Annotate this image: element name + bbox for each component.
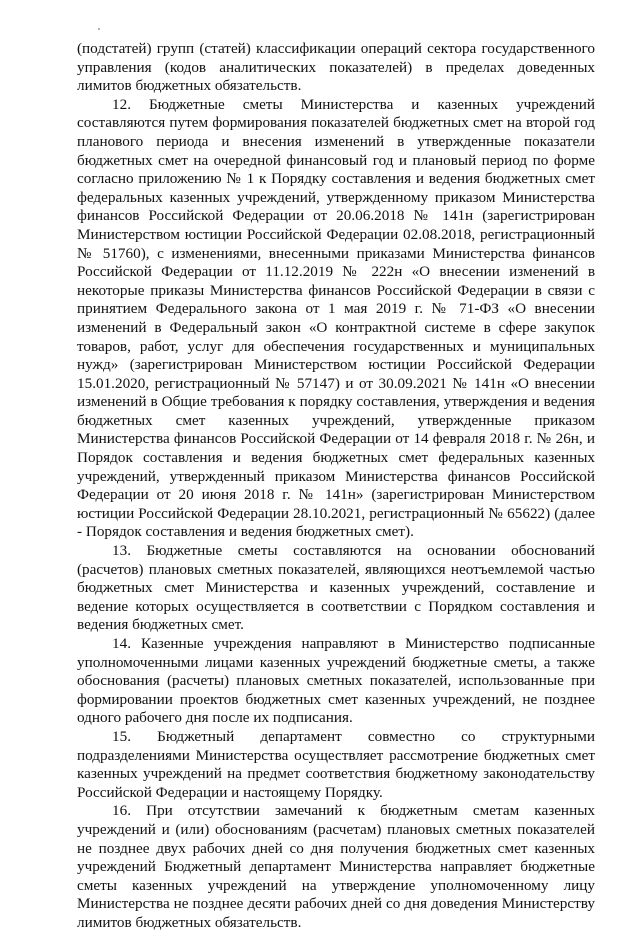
paragraph-15: 15. Бюджетный департамент совместно со структурными подразделениями Министерства осуществляет рассмотрение бюджетных смет казенных учреждений на предмет соответствия бюджетному законодательству Российской Федерации и настоящему Порядку. [77,727,595,801]
scan-speck [98,28,100,30]
paragraph-13: 13. Бюджетные сметы составляются на основании обоснований (расчетов) плановых сметных показателей, являющихся неотъемлемой частью бюджетных смет Министерства и казенных учреждений, составление и ведение которых осуществляется в соответствии с Порядком составления и ведения бюджетных смет. [77,542,595,634]
paragraph-16: 16. При отсутствии замечаний к бюджетным сметам казенных учреждений и (или) обоснованиям (расчетам) плановых сметных показателей не позднее двух рабочих дней со дня получения бюджетных смет казенных учреждений Бюджетный департамент Министерства направляет бюджетные сметы казенных учреждений на утверждение уполномоченному лицу Министерства не позднее десяти рабочих дней со дня доведения Министерству лимитов бюджетных обязательств. [77,802,595,931]
paragraph-12: 12. Бюджетные сметы Министерства и казенных учреждений составляются путем формирования показателей бюджетных смет на второй год планового периода и внесения изменений в утвержденные показатели бюджетных смет на очередной финансовый год и плановый период по форме согласно приложению № 1 к Порядку составления и ведения бюджетных смет федеральных казенных учреждений, утвержденному приказом Министерства финансов Российской Федерации от 20.06.2018 № 141н (зарегистрирован Министерством юстиции Российской Федерации 02.08.2018, регистрационный № 51760), с изменениями, внесенными приказами Министерства финансов Российской Федерации от 11.12.2019 № 222н «О внесении изменений в некоторые приказы Министерства финансов Российской Федерации в связи с принятием Федерального закона от 1 мая 2019 г. № 71-ФЗ «О внесении изменений в Федеральный закон «О контрактной системе в сфере закупок товаров, работ, услуг для обеспечения государственных и муниципальных нужд» (зарегистрирован Министерством юстиции Российской Федерации 15.01.2020, регистрационный № 57147) и от 30.09.2021 № 141н «О внесении изменений в Общие требования к порядку составления, утверждения и ведения бюджетных смет казенных учреждений, утвержденные приказом Министерства финансов Российской Федерации от 14 февраля 2018 г. № 26н, и Порядок составления и ведения бюджетных смет федеральных казенных учреждений, утвержденный приказом Министерства финансов Российской Федерации от 20 июня 2018 г. № 141н» (зарегистрирован Министерством юстиции Российской Федерации 28.10.2021, регистрационный № 65622) (далее - Порядок составления и ведения бюджетных смет). [77,95,595,541]
paragraph-continuation: (подстатей) групп (статей) классификации операций сектора государственного управления (кодов аналитических показателей) в пределах доведенных лимитов бюджетных обязательств. [77,40,595,95]
paragraph-14: 14. Казенные учреждения направляют в Министерство подписанные уполномоченными лицами казенных учреждений бюджетные сметы, а также обоснования (расчеты) плановых сметных показателей, использованные при формировании проектов бюджетных смет казенных учреждений, не позднее одного рабочего дня после их подписания. [77,635,595,727]
document-body [77,40,595,933]
